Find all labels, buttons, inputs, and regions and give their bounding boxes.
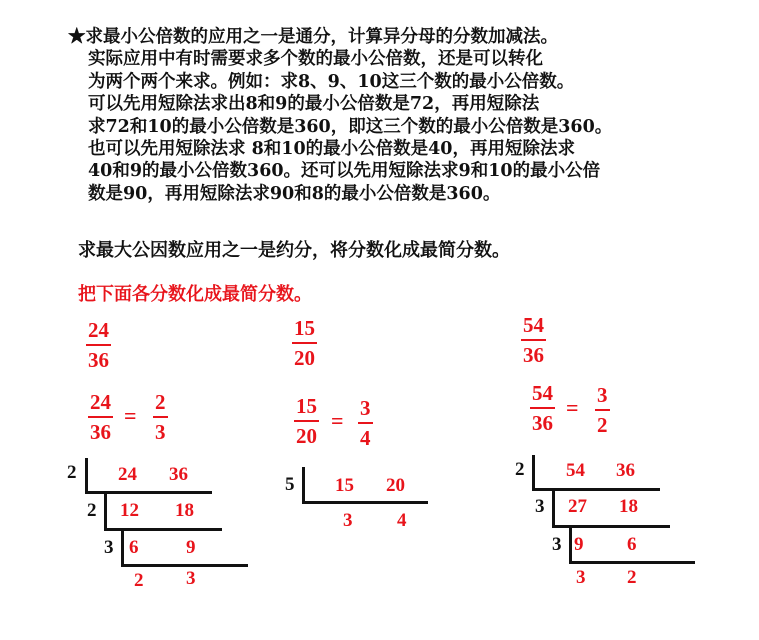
- quotient: 6: [129, 537, 139, 558]
- dividend: 20: [386, 475, 405, 496]
- divisor: 5: [285, 474, 295, 495]
- paragraph-line: 为两个两个来求。例如：求8、9、10这三个数的最小公倍数。: [88, 71, 575, 92]
- division-line: [302, 501, 428, 504]
- paragraph-line: 求72和10的最小公倍数是360，即这三个数的最小公倍数是360。: [88, 116, 613, 137]
- equation-result-fraction: [358, 396, 373, 450]
- numerator: 3: [360, 396, 371, 420]
- lcm-paragraph: [68, 26, 708, 205]
- division-bracket: [532, 455, 535, 491]
- result: 2: [134, 570, 144, 591]
- divisor: 2: [515, 459, 525, 480]
- quotient: 12: [120, 500, 139, 521]
- fraction-bar: [294, 420, 319, 422]
- dividend: 36: [616, 460, 635, 481]
- paragraph-line: ★求最小公倍数的应用之一是通分，计算异分母的分数加减法。: [68, 27, 558, 47]
- division-bracket: [104, 491, 107, 531]
- fraction-bar: [86, 344, 111, 346]
- fraction-bar: [530, 407, 555, 409]
- fraction-bar: [358, 422, 373, 424]
- dividend: 24: [118, 464, 137, 485]
- paragraph-line: 可以先用短除法求出8和9的最小公倍数是72，再用短除法: [88, 94, 540, 115]
- divisor: 3: [535, 496, 545, 517]
- divisor: 2: [67, 462, 77, 483]
- quotient: 18: [175, 500, 194, 521]
- division-bracket: [302, 467, 305, 504]
- division-bracket: [569, 525, 572, 564]
- numerator: 54: [523, 313, 544, 337]
- denominator: 20: [294, 346, 315, 370]
- division-bracket: [552, 488, 555, 528]
- equation-result-fraction: [595, 383, 610, 437]
- equation-result-fraction: [153, 390, 168, 444]
- result: 3: [343, 510, 353, 531]
- fraction-bar: [521, 339, 546, 341]
- denominator: 4: [360, 426, 371, 450]
- fraction-bar: [88, 416, 113, 418]
- dividend: 15: [335, 475, 354, 496]
- division-bracket: [121, 528, 124, 567]
- numerator: 54: [532, 381, 553, 405]
- denominator: 36: [90, 420, 111, 444]
- paragraph-line: 数是90，再用短除法求90和8的最小公倍数是360。: [88, 183, 501, 204]
- denominator: 2: [597, 413, 608, 437]
- numerator: 24: [88, 318, 109, 342]
- denominator: 36: [532, 411, 553, 435]
- numerator: 15: [294, 316, 315, 340]
- result: 3: [576, 567, 586, 588]
- division-line: [569, 561, 695, 564]
- denominator: 20: [296, 424, 317, 448]
- dividend: 36: [169, 464, 188, 485]
- numerator: 2: [155, 390, 166, 414]
- numerator: 3: [597, 383, 608, 407]
- result: 2: [627, 567, 637, 588]
- fraction-bar: [292, 342, 317, 344]
- quotient: 9: [186, 537, 196, 558]
- fraction-54-36: [521, 313, 546, 367]
- equals-sign: =: [566, 395, 579, 420]
- equation-left-fraction: [530, 381, 555, 435]
- quotient: 18: [619, 496, 638, 517]
- numerator: 24: [90, 390, 111, 414]
- quotient: 27: [568, 496, 587, 517]
- task-instruction: 把下面各分数化成最简分数。: [78, 284, 312, 305]
- denominator: 36: [523, 343, 544, 367]
- gcd-statement: 求最大公因数应用之一是约分，将分数化成最简分数。: [78, 240, 510, 261]
- denominator: 36: [88, 348, 109, 372]
- dividend: 54: [566, 460, 585, 481]
- fraction-15-20: [292, 316, 317, 370]
- fraction-bar: [595, 409, 610, 411]
- equals-sign: =: [331, 408, 344, 433]
- result: 4: [397, 510, 407, 531]
- numerator: 15: [296, 394, 317, 418]
- division-line: [121, 564, 248, 567]
- quotient: 6: [627, 534, 637, 555]
- star-icon: ★: [68, 27, 86, 47]
- equation-left-fraction: [88, 390, 113, 444]
- fraction-bar: [153, 416, 168, 418]
- denominator: 3: [155, 420, 166, 444]
- equals-sign: =: [124, 403, 137, 428]
- paragraph-line: 40和9的最小公倍数360。还可以先用短除法求9和10的最小公倍: [88, 161, 601, 182]
- fraction-24-36: [86, 318, 111, 372]
- divisor: 3: [552, 534, 562, 555]
- quotient: 9: [574, 534, 584, 555]
- paragraph-line: 也可以先用短除法求 8和10的最小公倍数是40，再用短除法求: [88, 139, 575, 160]
- equation-left-fraction: [294, 394, 319, 448]
- result: 3: [186, 568, 196, 589]
- division-bracket: [85, 458, 88, 494]
- paragraph-line: 实际应用中有时需要求多个数的最小公倍数，还是可以转化: [88, 49, 543, 70]
- divisor: 3: [104, 537, 114, 558]
- divisor: 2: [87, 500, 97, 521]
